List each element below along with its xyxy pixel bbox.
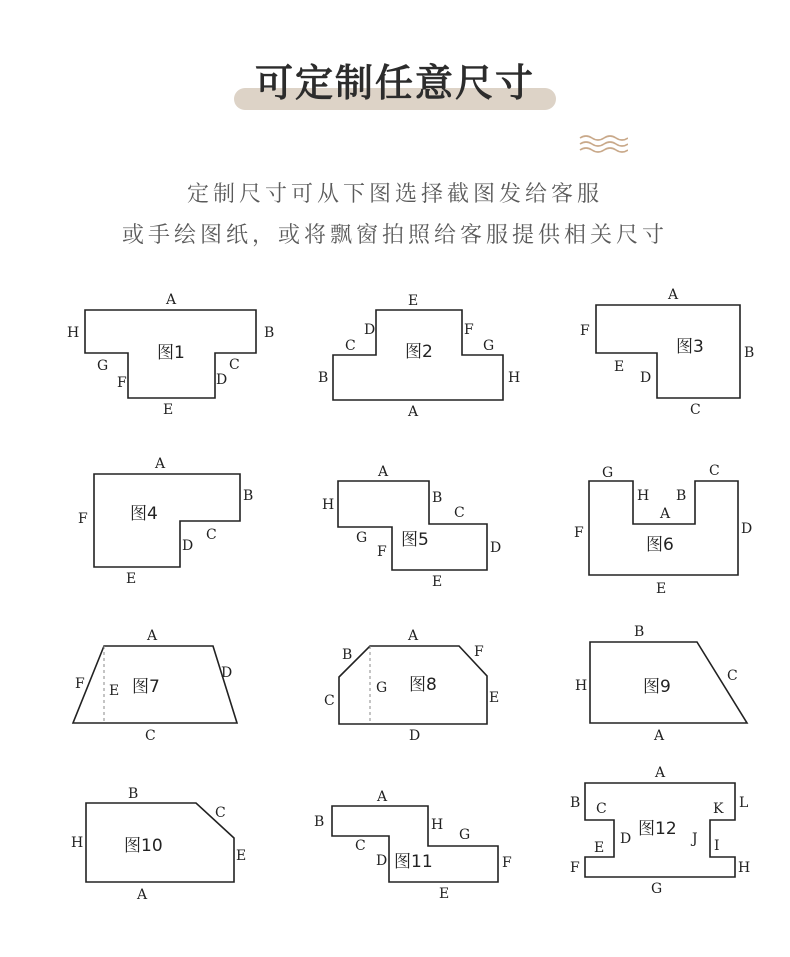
diagram-8 [324,628,499,744]
diagram-4-name: 图4 [130,504,158,524]
diagram-2-label-B: B [318,370,329,386]
diagram-7-label-C: C [145,728,156,744]
diagram-2-label-E: E [408,293,419,309]
diagram-4 [78,456,253,587]
diagram-11-name: 图11 [394,852,433,872]
diagram-2-label-H: H [508,370,521,386]
diagram-12-label-F: F [570,860,580,876]
diagram-7-label-A: A [147,628,158,644]
diagram-2-label-A: A [408,404,419,420]
subtitle-line-2: 或手绘图纸，或将飘窗拍照给客服提供相关尺寸 [121,223,668,248]
diagram-10 [71,786,246,903]
diagram-10-label-C: C [215,805,226,821]
diagram-7-label-F: F [75,676,85,692]
diagram-1 [67,292,274,418]
diagram-1-label-B: B [264,325,275,341]
diagram-3-label-F: F [580,323,590,339]
diagram-7-label-E: E [109,683,120,699]
diagram-8-label-F: F [474,644,484,660]
diagram-12-label-J: J [692,831,698,847]
diagram-2-label-C: C [345,338,356,354]
diagram-12-label-I: I [714,838,720,854]
diagram-12-label-D: D [620,831,632,847]
diagram-6-label-C: C [709,463,720,479]
diagram-9-label-A: A [654,728,665,744]
diagram-6 [574,463,752,597]
diagram-11 [314,789,512,902]
diagram-1-name: 图1 [157,343,185,363]
diagram-11-label-B: B [314,814,325,830]
diagram-1-label-H: H [67,325,80,341]
diagram-11-label-H: H [431,817,444,833]
diagram-8-label-D: D [409,728,421,744]
diagram-12-label-K: K [713,801,724,817]
diagram-7 [73,628,237,744]
diagram-1-label-A: A [166,292,177,308]
diagram-12 [570,765,750,897]
diagram-10-label-B: B [128,786,139,802]
diagram-11-label-E: E [439,886,450,902]
diagram-1-label-C: C [229,357,240,373]
diagram-5-label-E: E [432,574,443,590]
diagram-5 [322,464,501,590]
diagram-9-name: 图9 [643,677,671,697]
diagram-4-label-B: B [243,488,254,504]
diagram-1-label-E: E [163,402,174,418]
diagram-3-label-B: B [744,345,755,361]
diagram-3-label-A: A [668,287,679,303]
diagram-9-label-C: C [727,668,738,684]
diagram-6-name: 图6 [646,535,674,555]
diagram-12-label-H: H [738,860,751,876]
diagram-4-label-E: E [126,571,137,587]
diagram-3-label-E: E [614,359,625,375]
diagram-4-label-A: A [155,456,166,472]
page-title: 可定制任意尺寸 [254,61,535,105]
diagram-11-label-A: A [377,789,388,805]
diagram-9-label-B: B [634,624,645,640]
diagram-8-label-A: A [408,628,419,644]
diagram-5-name: 图5 [401,530,429,550]
diagram-12-name: 图12 [638,819,677,839]
diagram-8-label-B: B [342,647,353,663]
diagram-2-label-G: G [483,338,495,354]
diagram-12-label-A: A [655,765,666,781]
subtitle-line-1: 定制尺寸可从下图选择截图发给客服 [186,182,603,207]
diagram-12-label-C: C [596,801,607,817]
diagram-5-label-C: C [454,505,465,521]
diagram-4-label-F: F [78,511,88,527]
diagram-10-label-E: E [236,848,247,864]
diagram-3 [580,287,754,418]
diagram-1-label-G: G [97,358,109,374]
diagram-8-label-E: E [489,690,500,706]
diagram-2-label-D: D [364,322,376,338]
diagram-6-label-H: H [637,488,650,504]
diagram-10-name: 图10 [124,836,163,856]
diagram-4-label-D: D [182,538,194,554]
diagram-5-label-G: G [356,530,368,546]
diagram-6-label-G: G [602,465,614,481]
diagram-11-label-C: C [355,838,366,854]
diagram-8-name: 图8 [409,675,437,695]
diagram-8-label-G: G [376,680,388,696]
diagram-5-label-H: H [322,497,335,513]
diagram-6-label-B: B [676,488,687,504]
diagram-7-name: 图7 [132,677,160,697]
diagram-2-label-F: F [464,322,474,338]
diagram-3-label-D: D [640,370,652,386]
diagram-5-label-A: A [378,464,389,480]
diagram-3-name: 图3 [676,337,704,357]
diagram-6-label-E: E [656,581,667,597]
diagram-7-label-D: D [221,665,233,681]
diagram-9-label-H: H [575,678,588,694]
diagram-12-label-G: G [651,881,663,897]
diagram-10-label-A: A [137,887,148,903]
diagram-1-label-F: F [117,375,127,391]
diagram-2 [318,293,520,420]
diagram-6-label-D: D [741,521,753,537]
diagram-11-label-D: D [376,853,388,869]
diagram-5-label-D: D [490,540,502,556]
diagram-10-label-H: H [71,835,84,851]
diagram-1-label-D: D [216,372,228,388]
diagram-2-name: 图2 [405,342,433,362]
diagram-12-label-L: L [739,795,749,811]
diagram-8-label-C: C [324,693,335,709]
diagram-9 [575,624,747,744]
diagram-5-label-B: B [432,490,443,506]
diagram-12-label-E: E [594,840,605,856]
diagram-6-label-F: F [574,525,584,541]
diagram-11-label-F: F [502,855,512,871]
diagram-5-label-F: F [377,544,387,560]
diagram-12-label-B: B [570,795,581,811]
diagram-4-label-C: C [206,527,217,543]
diagram-6-label-A: A [660,506,671,522]
diagram-3-label-C: C [690,402,701,418]
diagram-11-label-G: G [459,827,471,843]
